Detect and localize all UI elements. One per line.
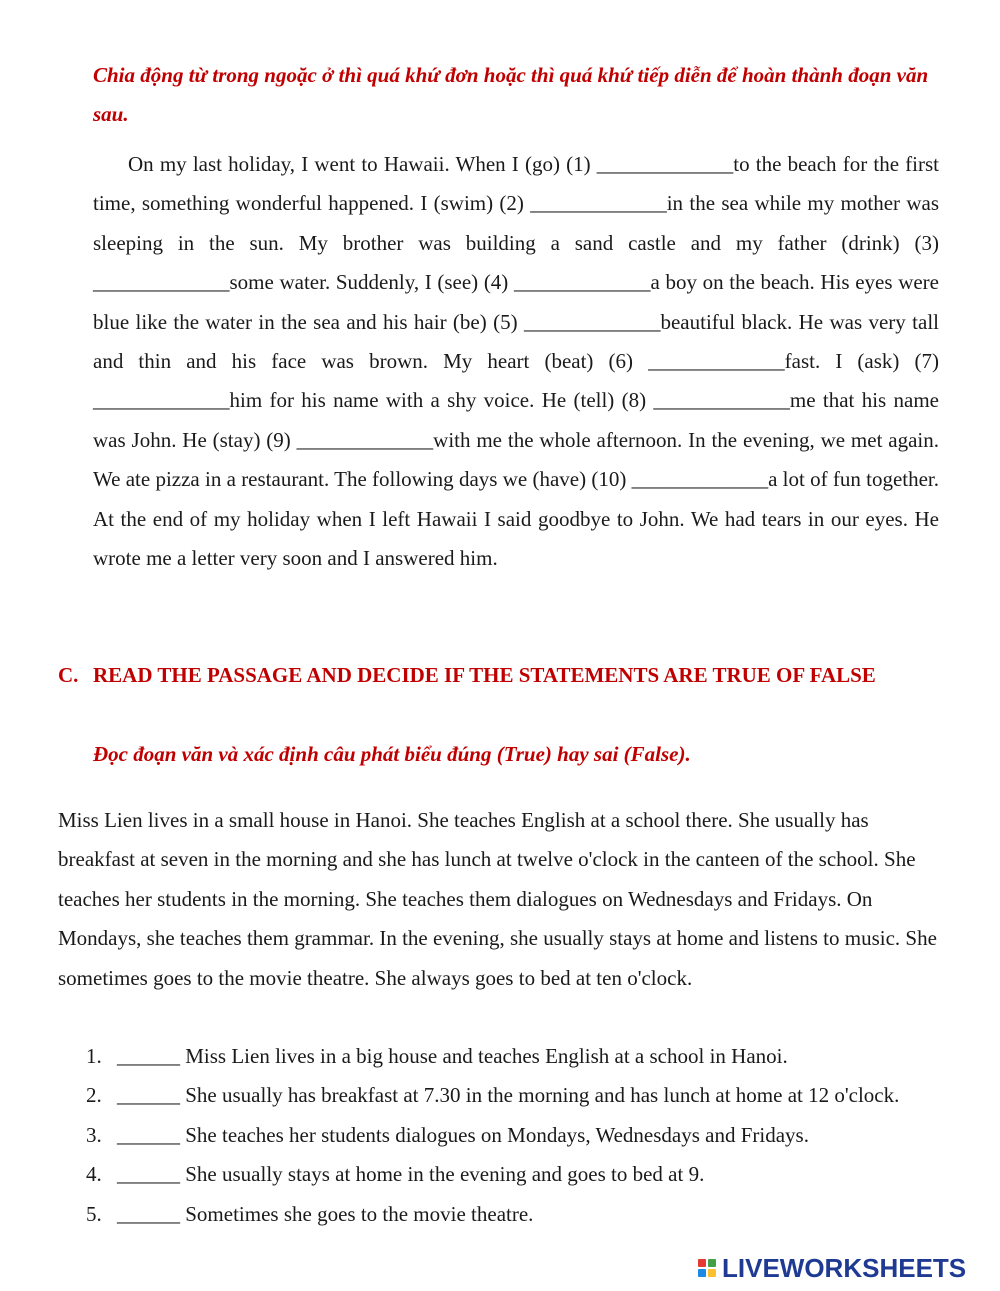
answer-blank-2[interactable]: _____________ <box>530 191 667 216</box>
answer-blank-5[interactable]: _____________ <box>523 309 661 334</box>
liveworksheets-logo <box>698 1253 966 1283</box>
statement-item <box>86 1037 986 1076</box>
answer-blank-4[interactable]: _____________ <box>513 270 651 295</box>
section-c-instruction: Đọc đoạn văn và xác định câu phát biểu đúng (True) hay sai (False). <box>93 742 691 766</box>
logo-block <box>708 1269 716 1277</box>
exercise-instruction: Chia động từ trong ngoặc ở thì quá khứ đơn hoặc thì quá khứ tiếp diễn để hoàn thành đoạn văn sau. <box>93 63 929 126</box>
section-title: READ THE PASSAGE AND DECIDE IF THE STATEMENTS ARE TRUE OF FALSE <box>93 663 876 687</box>
statement-text: She teaches her students dialogues on Mondays, Wednesdays and Fridays. <box>185 1122 809 1147</box>
passage-segment: him for his name with a shy voice. He (tell) (8) <box>229 388 654 413</box>
statement-text: She usually has breakfast at 7.30 in the morning and has lunch at home at 12 o'clock. <box>185 1083 900 1108</box>
passage-segment: some water. Suddenly, I (see) (4) <box>229 270 514 295</box>
answer-blank-8[interactable]: _____________ <box>653 388 790 413</box>
section-letter: C. <box>58 663 79 687</box>
answer-blank-3[interactable]: _____________ <box>93 270 230 295</box>
logo-block <box>698 1259 706 1267</box>
statement-item <box>86 1116 986 1155</box>
true-false-blank[interactable]: ______ <box>117 1044 180 1068</box>
statement-number: 5. <box>86 1201 102 1226</box>
true-false-blank[interactable]: ______ <box>117 1122 180 1147</box>
statement-text: Miss Lien lives in a big house and teaches English at a school in Hanoi. <box>185 1044 788 1068</box>
passage-segment: a boy on the beach. His eyes were blue like the water in the sea and his hair (be) (5) <box>93 270 939 334</box>
logo-block <box>708 1259 716 1267</box>
answer-blank-6[interactable]: _____________ <box>648 349 785 374</box>
passage-segment: beautiful black. He was very tall and thin and his face was brown. My heart (beat) (6) <box>93 309 939 374</box>
answer-blank-1[interactable]: _____________ <box>596 152 734 176</box>
section-c-heading <box>58 656 938 695</box>
answer-blank-9[interactable]: _____________ <box>296 427 434 452</box>
statement-text: Sometimes she goes to the movie theatre. <box>185 1201 534 1226</box>
passage-segment: with me the whole afternoon. In the evening, we met again. We ate pizza in a restaurant. The following days we (have) (10) <box>93 427 939 492</box>
true-false-blank[interactable]: ______ <box>117 1162 180 1187</box>
statement-number: 4. <box>86 1162 102 1187</box>
logo-block <box>698 1269 706 1277</box>
true-false-blank[interactable]: ______ <box>117 1083 180 1108</box>
logo-blocks-icon <box>698 1259 716 1277</box>
true-false-blank[interactable]: ______ <box>117 1201 180 1226</box>
passage-segment: in the sea while my mother was sleeping in the sun. My brother was building a sand castle and my father (drink) (3) <box>93 191 939 255</box>
passage-segment: to the beach for the first time, something wonderful happened. I (swim) (2) <box>93 152 940 216</box>
fill-in-passage <box>93 145 939 578</box>
logo-text: LIVEWORKSHEETS <box>722 1252 967 1283</box>
statement-number: 1. <box>86 1044 102 1068</box>
statement-item <box>86 1195 986 1234</box>
statement-number: 2. <box>86 1083 102 1108</box>
passage-segment: fast. I (ask) (7) <box>784 349 939 374</box>
statement-text: She usually stays at home in the evening and goes to bed at 9. <box>185 1162 705 1187</box>
passage-segment: On my last holiday, I went to Hawaii. When I (go) (1) <box>128 152 597 176</box>
passage-segment: a lot of fun together. At the end of my holiday when I left Hawaii I said goodbye to John. We had tears in our eyes. He wrote me a letter very soon and I answered him. <box>93 467 940 571</box>
statement-list <box>86 1037 986 1234</box>
statement-item <box>86 1076 986 1115</box>
passage-segment: me that his name was John. He (stay) (9) <box>93 388 939 452</box>
answer-blank-7[interactable]: _____________ <box>93 388 230 413</box>
answer-blank-10[interactable]: _____________ <box>631 467 769 492</box>
statement-item <box>86 1155 986 1194</box>
reading-passage: Miss Lien lives in a small house in Hanoi. She teaches English at a school there. She usually has breakfast at seven in the morning and she has lunch at twelve o'clock in the canteen of the school. She teaches her students in the morning. She teaches them dialogues on Wednesdays and Fridays. On Mondays, she teaches them grammar. In the evening, she usually stays at home and listens to music. She sometimes goes to the movie theatre. She always goes to bed at ten o'clock. <box>58 808 937 990</box>
statement-number: 3. <box>86 1122 102 1147</box>
